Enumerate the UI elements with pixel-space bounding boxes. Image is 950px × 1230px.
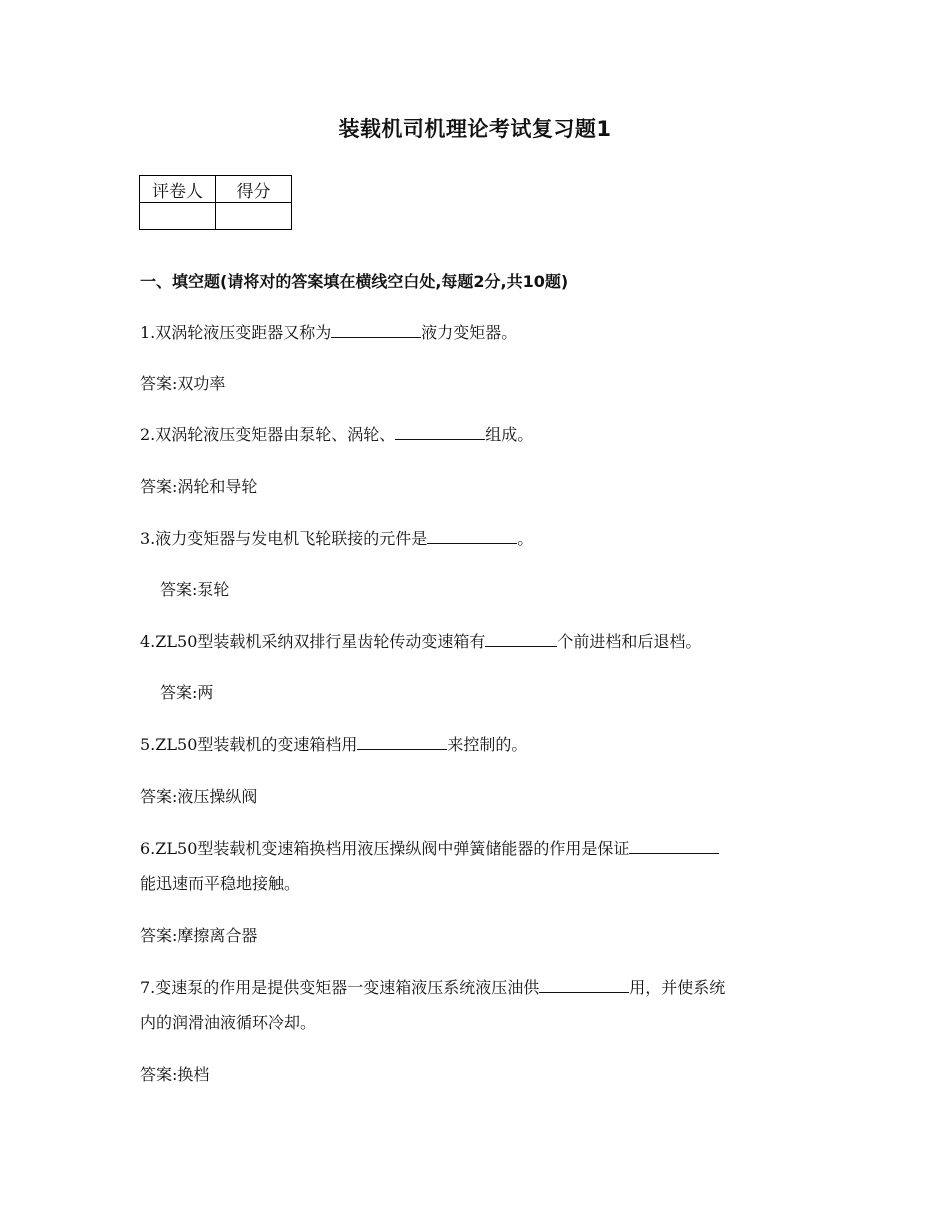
question-text: 来控制的。 <box>447 735 528 754</box>
question-2 <box>140 422 815 448</box>
answer-blank <box>357 734 447 750</box>
question-text: 个前进档和后退档。 <box>557 632 702 651</box>
answer-blank <box>427 528 517 544</box>
section-heading: 一、填空题(请将对的答案填在横线空白处,每题2分,共10题) <box>140 272 569 291</box>
question-6 <box>140 836 815 862</box>
question-6-continued: 能迅速而平稳地接触。 <box>140 874 301 893</box>
question-4 <box>140 629 815 655</box>
grader-label: 评卷人 <box>140 176 216 203</box>
answer-4: 答案:两 <box>160 683 214 702</box>
answer-blank <box>539 977 629 993</box>
question-text: 7.变速泵的作用是提供变矩器一变速箱液压系统液压油供 <box>140 978 540 997</box>
answer-3: 答案:泵轮 <box>160 580 230 599</box>
question-text: 2.双涡轮液压变矩器由泵轮、涡轮、 <box>140 425 396 444</box>
question-text: 液力变矩器。 <box>421 323 518 342</box>
question-text: 组成。 <box>485 425 534 444</box>
answer-2: 答案:涡轮和导轮 <box>140 477 258 496</box>
question-7 <box>140 975 815 1001</box>
question-text: 用，并使系统 <box>629 978 726 997</box>
score-cell[interactable] <box>216 203 292 230</box>
answer-blank <box>331 322 421 338</box>
answer-1: 答案:双功率 <box>140 374 226 393</box>
grader-cell[interactable] <box>140 203 216 230</box>
question-1 <box>140 320 815 346</box>
question-3 <box>140 526 815 552</box>
answer-blank <box>629 838 719 854</box>
question-text: 6.ZL50型装载机变速箱换档用液压操纵阀中弹簧储能器的作用是保证 <box>140 839 630 858</box>
answer-7: 答案:换档 <box>140 1065 210 1084</box>
question-text: 1.双涡轮液压变距器又称为 <box>140 323 332 342</box>
question-text: 5.ZL50型装载机的变速箱档用 <box>140 735 358 754</box>
answer-blank <box>395 424 485 440</box>
question-7-continued: 内的润滑油液循环冷却。 <box>140 1013 317 1032</box>
answer-6: 答案:摩擦离合器 <box>140 926 258 945</box>
answer-blank <box>485 631 557 647</box>
answer-5: 答案:液压操纵阀 <box>140 787 258 806</box>
question-5 <box>140 732 815 758</box>
score-label: 得分 <box>216 176 292 203</box>
question-text: 3.液力变矩器与发电机飞轮联接的元件是 <box>140 529 428 548</box>
question-text: 。 <box>517 529 534 548</box>
question-text: 4.ZL50型装载机采纳双排行星齿轮传动变速箱有 <box>140 632 486 651</box>
score-table <box>139 175 292 230</box>
page-title: 装载机司机理论考试复习题1 <box>338 117 612 141</box>
